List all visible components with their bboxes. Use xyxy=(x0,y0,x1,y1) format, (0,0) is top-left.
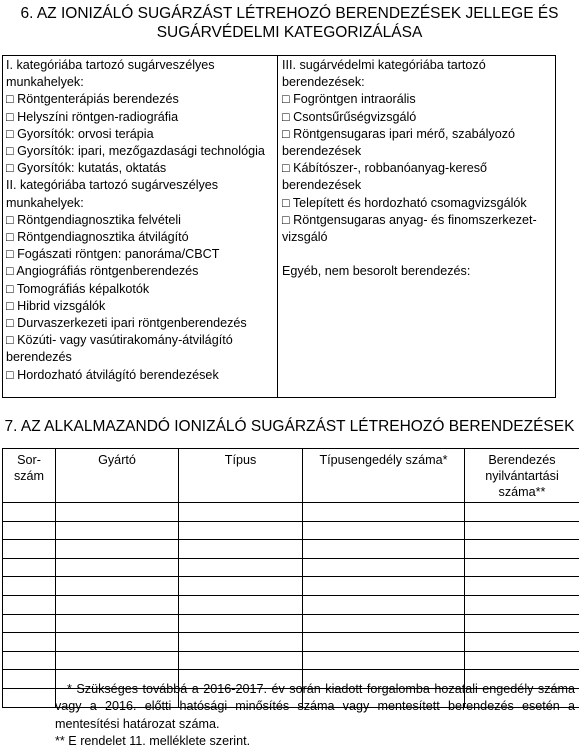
table-row xyxy=(3,521,579,540)
table-cell-input[interactable] xyxy=(303,503,465,522)
devices-table-body xyxy=(3,503,579,708)
table-cell-input[interactable] xyxy=(179,503,303,522)
table-cell-input[interactable] xyxy=(465,521,579,540)
devices-table xyxy=(2,448,579,708)
table-row xyxy=(3,614,579,633)
checkbox-option[interactable]: □ Röntgensugaras anyag- és finomszerkezet-vizsgáló xyxy=(282,212,552,246)
checkbox-option[interactable]: □ Tomográfiás képalkotók xyxy=(6,281,274,298)
table-cell-input[interactable] xyxy=(303,521,465,540)
checkbox-option[interactable]: □ Telepített és hordozható csomagvizsgálók xyxy=(282,195,552,212)
table-cell-input[interactable] xyxy=(465,577,579,596)
header-registry-line3: száma** xyxy=(467,484,577,500)
table-cell-input[interactable] xyxy=(179,651,303,670)
footnotes xyxy=(55,681,575,750)
header-serial-number xyxy=(3,449,56,503)
table-cell-input[interactable] xyxy=(56,614,179,633)
other-unclassified-label: Egyéb, nem besorolt berendezés: xyxy=(282,263,552,280)
table-cell-input[interactable] xyxy=(3,503,56,522)
table-row xyxy=(3,595,579,614)
header-type: Típus xyxy=(179,449,303,503)
checkbox-option[interactable]: □ Fogászati röntgen: panoráma/CBCT xyxy=(6,246,274,263)
footnote-1: * Szükséges továbbá a 2016-2017. év során kiadott forgalomba hozatali engedély száma vagy a 2016. előtti hatósági minősítés száma vagy mentesített berendezés esetén a mentesítési határozat száma. xyxy=(55,681,575,733)
table-cell-input[interactable] xyxy=(179,633,303,652)
table-cell-input[interactable] xyxy=(3,595,56,614)
table-row xyxy=(3,577,579,596)
checkbox-option[interactable]: □ Röntgenterápiás berendezés xyxy=(6,91,274,108)
table-row xyxy=(3,558,579,577)
header-registry-line2: nyilvántartási xyxy=(467,468,577,484)
checkbox-option[interactable]: □ Angiográfiás röntgenberendezés xyxy=(6,263,274,280)
header-serial-line1: Sor- xyxy=(5,452,53,468)
category-heading-iii: III. sugárvédelmi kategóriába tartozó berendezések: xyxy=(282,57,552,91)
section-7-title: 7. AZ ALKALMAZANDÓ IONIZÁLÓ SUGÁRZÁST LÉTREHOZÓ BERENDEZÉSEK xyxy=(0,417,579,436)
table-cell-input[interactable] xyxy=(56,540,179,559)
checkbox-option[interactable]: □ Közúti- vagy vasútirakomány-átvilágító berendezés xyxy=(6,332,274,366)
category-right-column xyxy=(278,56,555,397)
table-cell-input[interactable] xyxy=(303,614,465,633)
footnote-2: ** E rendelet 11. melléklete szerint. xyxy=(55,733,575,750)
table-cell-input[interactable] xyxy=(465,503,579,522)
checkbox-option[interactable]: □ Csontsűrűségvizsgáló xyxy=(282,109,552,126)
checkbox-option[interactable]: □ Gyorsítók: ipari, mezőgazdasági technológia xyxy=(6,143,274,160)
table-cell-input[interactable] xyxy=(3,577,56,596)
category-table xyxy=(2,55,556,398)
table-cell-input[interactable] xyxy=(179,540,303,559)
table-cell-input[interactable] xyxy=(303,558,465,577)
table-cell-input[interactable] xyxy=(3,633,56,652)
table-cell-input[interactable] xyxy=(56,595,179,614)
header-serial-line2: szám xyxy=(5,468,53,484)
table-cell-input[interactable] xyxy=(179,595,303,614)
table-row xyxy=(3,503,579,522)
checkbox-option[interactable]: □ Hibrid vizsgálók xyxy=(6,298,274,315)
checkbox-option[interactable]: □ Röntgendiagnosztika átvilágító xyxy=(6,229,274,246)
table-cell-input[interactable] xyxy=(56,558,179,577)
table-cell-input[interactable] xyxy=(56,521,179,540)
table-cell-input[interactable] xyxy=(303,633,465,652)
table-cell-input[interactable] xyxy=(465,558,579,577)
table-cell-input[interactable] xyxy=(179,558,303,577)
table-cell-input[interactable] xyxy=(3,688,56,707)
table-cell-input[interactable] xyxy=(303,651,465,670)
table-cell-input[interactable] xyxy=(3,670,56,689)
checkbox-option[interactable]: □ Fogröntgen intraorális xyxy=(282,91,552,108)
table-cell-input[interactable] xyxy=(465,633,579,652)
table-row xyxy=(3,651,579,670)
section-6-title-line1: 6. AZ IONIZÁLÓ SUGÁRZÁST LÉTREHOZÓ BERENDEZÉSEK JELLEGE ÉS xyxy=(0,4,579,23)
category-heading-i: I. kategóriába tartozó sugárveszélyes munkahelyek: xyxy=(6,57,274,91)
table-cell-input[interactable] xyxy=(56,577,179,596)
checkbox-option[interactable]: □ Durvaszerkezeti ipari röntgenberendezés xyxy=(6,315,274,332)
table-cell-input[interactable] xyxy=(303,595,465,614)
section-6-title xyxy=(0,4,579,42)
table-cell-input[interactable] xyxy=(56,633,179,652)
header-manufacturer: Gyártó xyxy=(56,449,179,503)
table-cell-input[interactable] xyxy=(3,558,56,577)
category-left-column xyxy=(3,56,278,397)
checkbox-option[interactable]: □ Gyorsítók: kutatás, oktatás xyxy=(6,160,274,177)
table-cell-input[interactable] xyxy=(465,540,579,559)
table-cell-input[interactable] xyxy=(3,521,56,540)
table-cell-input[interactable] xyxy=(465,651,579,670)
spacer xyxy=(282,246,552,263)
devices-table-header xyxy=(3,449,579,503)
table-cell-input[interactable] xyxy=(179,577,303,596)
checkbox-option[interactable]: □ Röntgensugaras ipari mérő, szabályozó berendezések xyxy=(282,126,552,160)
category-heading-ii: II. kategóriába tartozó sugárveszélyes munkahelyek: xyxy=(6,177,274,211)
header-registry-number xyxy=(465,449,579,503)
table-cell-input[interactable] xyxy=(303,540,465,559)
table-cell-input[interactable] xyxy=(179,521,303,540)
checkbox-option[interactable]: □ Hordozható átvilágító berendezések xyxy=(6,367,274,384)
section-6-title-line2: SUGÁRVÉDELMI KATEGORIZÁLÁSA xyxy=(0,23,579,42)
table-cell-input[interactable] xyxy=(56,503,179,522)
table-cell-input[interactable] xyxy=(3,614,56,633)
header-registry-line1: Berendezés xyxy=(467,452,577,468)
table-cell-input[interactable] xyxy=(3,651,56,670)
table-row xyxy=(3,540,579,559)
table-cell-input[interactable] xyxy=(56,651,179,670)
table-cell-input[interactable] xyxy=(465,614,579,633)
table-cell-input[interactable] xyxy=(465,595,579,614)
table-cell-input[interactable] xyxy=(179,614,303,633)
header-type-approval-number: Típusengedély száma* xyxy=(303,449,465,503)
table-cell-input[interactable] xyxy=(303,577,465,596)
checkbox-option[interactable]: □ Helyszíni röntgen-radiográfia xyxy=(6,109,274,126)
checkbox-option[interactable]: □ Röntgendiagnosztika felvételi xyxy=(6,212,274,229)
checkbox-option[interactable]: □ Gyorsítók: orvosi terápia xyxy=(6,126,274,143)
table-row xyxy=(3,633,579,652)
checkbox-option[interactable]: □ Kábítószer-, robbanóanyag-kereső berendezések xyxy=(282,160,552,194)
table-cell-input[interactable] xyxy=(3,540,56,559)
